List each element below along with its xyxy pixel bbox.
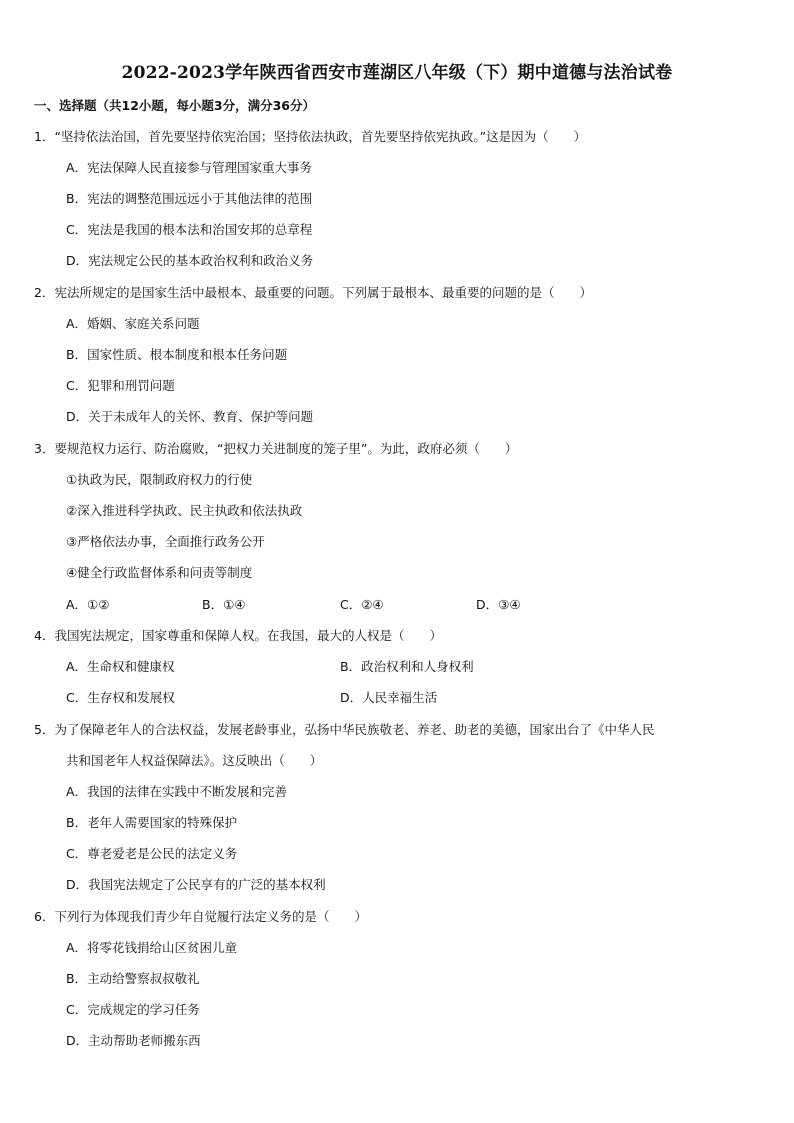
- question-3-option-d[interactable]: D．③④: [476, 597, 521, 612]
- question-1-option-c[interactable]: C．宪法是我国的根本法和治国安邦的总章程: [66, 222, 313, 237]
- question-4-option-c[interactable]: C．生存权和发展权: [66, 690, 175, 705]
- question-4-option-d[interactable]: D．人民幸福生活: [340, 690, 438, 705]
- question-1-option-d[interactable]: D．宪法规定公民的基本政治权利和政治义务: [66, 253, 314, 268]
- question-3-stem: 3．要规范权力运行、防治腐败，“把权力关进制度的笼子里”。为此，政府必须（ ）: [34, 441, 518, 456]
- question-5-option-b[interactable]: B．老年人需要国家的特殊保护: [66, 815, 238, 830]
- question-1-option-a[interactable]: A．宪法保障人民直接参与管理国家重大事务: [66, 160, 313, 175]
- exam-title: 2022-2023学年陕西省西安市莲湖区八年级（下）期中道德与法治试卷: [121, 63, 673, 83]
- question-2-option-c[interactable]: C．犯罪和刑罚问题: [66, 378, 175, 393]
- question-3-statement-1: ①执政为民，限制政府权力的行使: [66, 472, 253, 487]
- question-4-stem: 4．我国宪法规定，国家尊重和保障人权。在我国，最大的人权是（ ）: [34, 628, 442, 643]
- question-2-option-a[interactable]: A．婚姻、家庭关系问题: [66, 316, 200, 331]
- question-2-option-d[interactable]: D．关于未成年人的关怀、教育、保护等问题: [66, 409, 314, 424]
- question-6-option-a[interactable]: A．将零花钱捐给山区贫困儿童: [66, 940, 238, 955]
- question-6-option-d[interactable]: D．主动帮助老师搬东西: [66, 1033, 201, 1048]
- question-2-stem: 2．宪法所规定的是国家生活中最根本、最重要的问题。下列属于最根本、最重要的问题的是（ ）: [34, 285, 592, 300]
- question-1-stem: 1．“坚持依法治国，首先要坚持依宪治国；坚持依法执政，首先要坚持依宪执政。”这是因为（ ）: [34, 129, 587, 144]
- question-3-statement-4: ④健全行政监督体系和问责等制度: [66, 565, 253, 580]
- question-6-stem: 6．下列行为体现我们青少年自觉履行法定义务的是（ ）: [34, 909, 367, 924]
- question-3-option-a[interactable]: A．①②: [66, 597, 110, 612]
- question-5-stem-continued: 共和国老年人权益保障法》。这反映出（ ）: [66, 753, 323, 768]
- question-5-option-a[interactable]: A．我国的法律在实践中不断发展和完善: [66, 784, 288, 799]
- question-6-option-c[interactable]: C．完成规定的学习任务: [66, 1002, 200, 1017]
- question-2-option-b[interactable]: B．国家性质、根本制度和根本任务问题: [66, 347, 288, 362]
- question-5-option-c[interactable]: C．尊老爱老是公民的法定义务: [66, 846, 238, 861]
- question-1-option-b[interactable]: B．宪法的调整范围远远小于其他法律的范围: [66, 191, 313, 206]
- question-4-option-a[interactable]: A．生命权和健康权: [66, 659, 175, 674]
- question-5-stem: 5．为了保障老年人的合法权益，发展老龄事业，弘扬中华民族敬老、养老、助老的美德，国家出台了《中华人民: [34, 722, 655, 737]
- question-3-option-c[interactable]: C．②④: [340, 597, 384, 612]
- section-heading: 一、选择题（共12小题，每小题3分，满分36分）: [34, 98, 315, 113]
- question-3-statement-2: ②深入推进科学执政、民主执政和依法执政: [66, 503, 303, 518]
- question-6-option-b[interactable]: B．主动给警察叔叔敬礼: [66, 971, 200, 986]
- question-4-option-b[interactable]: B．政治权利和人身权利: [340, 659, 474, 674]
- question-3-statement-3: ③严格依法办事，全面推行政务公开: [66, 534, 265, 549]
- question-3-option-b[interactable]: B．①④: [202, 597, 246, 612]
- question-5-option-d[interactable]: D．我国宪法规定了公民享有的广泛的基本权利: [66, 877, 326, 892]
